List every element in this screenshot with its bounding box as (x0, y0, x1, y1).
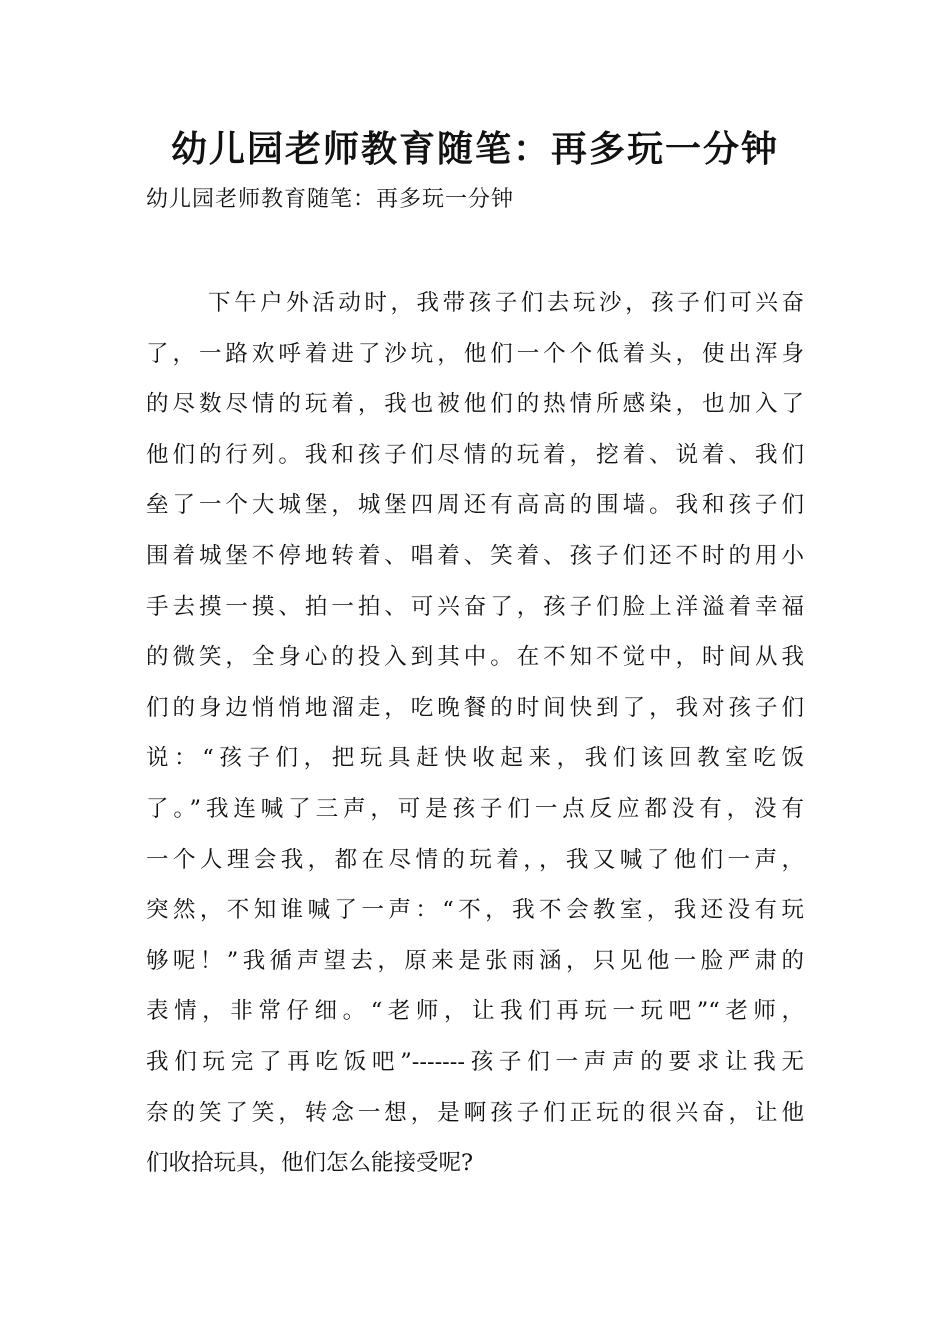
body-line: 围着城堡不停地转着、唱着、笑着、孩子们还不时的用小 (146, 542, 804, 569)
body-line: 突然，不知谁喊了一声：“不，我不会教室，我还没有玩 (146, 897, 804, 924)
body-line: 的尽数尽情的玩着，我也被他们的热情所感染，也加入了 (146, 391, 804, 418)
body-line: 奈的笑了笑，转念一想，是啊孩子们正玩的很兴奋，让他 (146, 1099, 804, 1126)
body-line: 一个人理会我，都在尽情的玩着，，我又喊了他们一声， (146, 846, 804, 873)
body-line: 说：“孩子们，把玩具赶快收起来，我们该回教室吃饭 (146, 745, 804, 772)
body-line: 的微笑，全身心的投入到其中。在不知不觉中，时间从我 (146, 644, 804, 671)
body-line: 我们玩完了再吃饭吧”-------孩子们一声声的要求让我无 (146, 1048, 804, 1075)
body-line: 够呢！”我循声望去，原来是张雨涵，只见他一脸严肃的 (146, 947, 804, 974)
body-line: 们的身边悄悄地溜走，吃晚餐的时间快到了，我对孩子们 (146, 694, 804, 721)
document-subtitle: 幼儿园老师教育随笔：再多玩一分钟 (146, 187, 515, 212)
body-line: 他们的行列。我和孩子们尽情的玩着，挖着、说着、我们 (146, 441, 804, 468)
body-line: 表情，非常仔细。“老师，让我们再玩一玩吧”“老师， (146, 998, 804, 1025)
body-paragraph (146, 278, 804, 1189)
document-title: 幼儿园老师教育随笔：再多玩一分钟 (170, 129, 779, 170)
body-line: 下午户外活动时，我带孩子们去玩沙，孩子们可兴奋 (208, 290, 804, 316)
body-line: 垒了一个大城堡，城堡四周还有高高的围墙。我和孩子们 (146, 492, 804, 519)
body-line: 们收拾玩具，他们怎么能接受呢? (146, 1150, 474, 1177)
body-line: 了。”我连喊了三声，可是孩子们一点反应都没有，没有 (146, 795, 804, 822)
body-line: 了，一路欢呼着进了沙坑，他们一个个低着头，使出浑身 (146, 340, 804, 367)
body-line: 手去摸一摸、拍一拍、可兴奋了，孩子们脸上洋溢着幸福 (146, 593, 804, 620)
